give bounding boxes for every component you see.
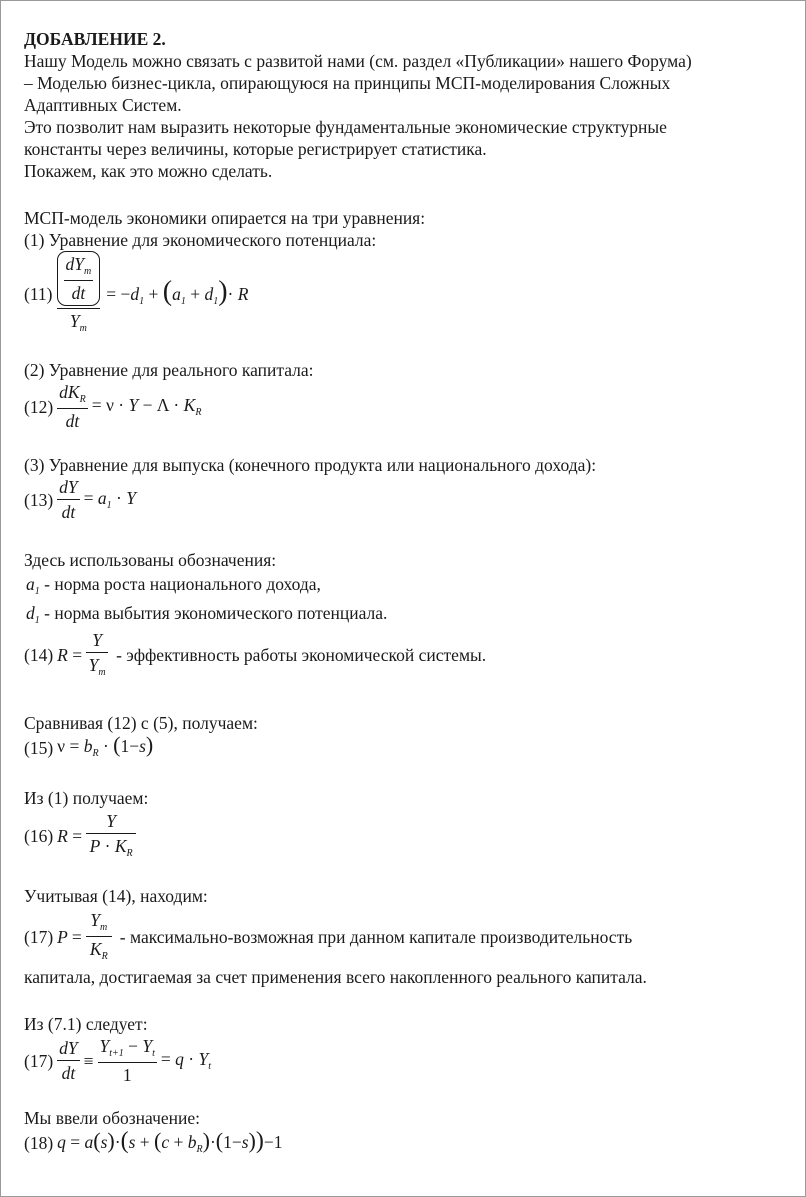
eq13-label: (13) [24,489,54,510]
eq13-fraction: $\frac{dY}{dt}$ [59,477,78,522]
eq17a-continuation: капитала, достигаемая за счет применения всего накопленного реального капитала. [24,967,647,987]
eq17a-label: (17) [24,926,54,947]
intro-line-6: Покажем, как это можно сделать. [24,161,273,181]
compare-text: Сравнивая (12) с (5), получаем: [24,713,258,733]
eq12-rhs: = $\nu \cdot Y - \Lambda \cdot K_R$ [91,394,202,418]
eq12-label: (12) [24,396,54,417]
eq14-fraction: $\frac{Y}{Y_m}$ [86,629,108,680]
eq16-fraction: $\frac{Y}{P \cdot K_R}$ [86,810,136,861]
equation-11 [24,251,248,336]
eq11-label: (11) [24,283,53,304]
notation-a1: $a_1$ - норма роста национального дохода, [26,574,321,597]
eq11-fraction: $\frac{\frac{dY_m}{dt}}{Y_m}$ [57,251,101,336]
equation-12 [24,381,201,432]
equation-14: (14) R = $\frac{Y}{Y_m}$ - эффективность работы экономической системы. [24,630,487,678]
equation-17a: (17) P = $\frac{Y_m}{K_R}$ - максимально-возможная при данном капитале производительность [24,910,633,962]
intro-line-4: Это позволит нам выразить некоторые фундаментальные экономические структурные [24,117,667,137]
document-title: ДОБАВЛЕНИЕ 2. [24,29,166,49]
notation-a1-text: - норма роста национального дохода, [44,574,321,594]
eq1-heading: (1) Уравнение для экономического потенциала: [24,230,377,250]
eq12-fraction: $\frac{dK_R}{dt}$ [59,382,86,431]
eq18-label: (18) [24,1133,54,1153]
eq13-rhs: = $a_1 \cdot Y$ [83,487,136,511]
intro-line-3: Адаптивных Систем. [24,95,182,115]
eq17b-label: (17) [24,1050,54,1071]
equation-15: (15) $\nu = b_R \cdot (1-s)$ [24,732,154,759]
from71-text: Из (7.1) следует: [24,1014,148,1034]
notation-d1: $d_1$ - норма выбытия экономического потенциала. [26,603,388,626]
intro-line-2: – Моделью бизнес-цикла, опирающуюся на принципы МСП-моделирования Сложных [24,73,671,93]
from1-text: Из (1) получаем: [24,788,149,808]
eq15-label: (15) [24,737,54,758]
eq17a-text: - максимально-возможная при данном капитале производительность [119,926,633,947]
eq17b-fraction-right: $\frac{Y_{t+1} - Y_t}{1}$ [99,1036,155,1085]
notation-d1-text: - норма выбытия экономического потенциала. [44,603,388,623]
intro-line-1: Нашу Модель можно связать с развитой нами (см. раздел «Публикации» нашего Форума) [24,51,692,71]
equation-17b: (17) $\frac{dY}{dt}$ ≡ $\frac{Y_{t+1} - Y_t}{1}$ = $q \cdot Y_t$ [24,1036,212,1085]
eq17a-fraction: $\frac{Y_m}{K_R}$ [86,909,112,964]
eq14-label: (14) [24,644,54,665]
notation2-heading: Мы ввели обозначение: [24,1108,201,1128]
eq14-text: - эффективность работы экономической системы. [116,644,487,665]
given14-text: Учитывая (14), находим: [24,886,208,906]
equation-16: (16) R = $\frac{Y}{P \cdot K_R}$ [24,810,136,861]
eq2-heading: (2) Уравнение для реального капитала: [24,360,314,380]
eq17b-fraction-left: $\frac{dY}{dt}$ [59,1038,78,1083]
intro-line-5: константы через величины, которые регистрирует статистика. [24,139,487,159]
eq11-rhs: = $-d_1 + (a_1 + d_1)\cdot R$ [106,276,249,307]
eq3-heading: (3) Уравнение для выпуска (конечного продукта или национального дохода): [24,455,597,475]
equation-13 [24,476,136,523]
eq16-label: (16) [24,825,54,846]
notation-heading: Здесь использованы обозначения: [24,550,277,570]
equation-18: (18) $q = a(s)\cdot(s + (c + b_R)\cdot(1-s))-1$ [24,1128,283,1155]
model-intro: МСП-модель экономики опирается на три уравнения: [24,208,426,228]
